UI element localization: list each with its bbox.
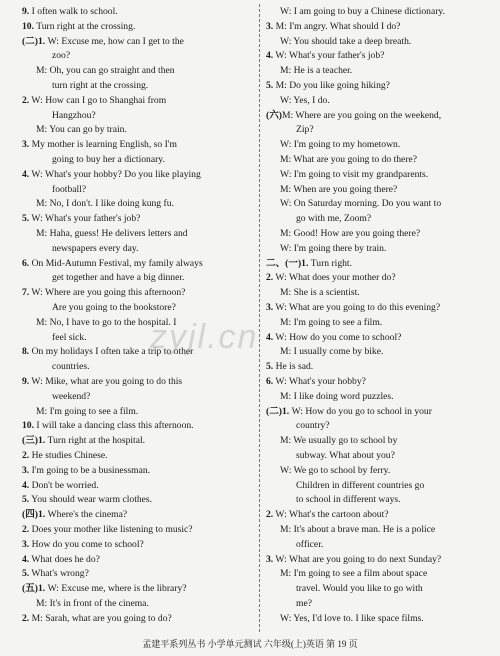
left-line: M: Haha, guess! He delivers letters and xyxy=(36,228,188,239)
right-line: 4. W: How do you come to school? xyxy=(266,331,402,343)
left-line: 4. What does he do? xyxy=(22,553,100,565)
left-line: 9. W: Mike, what are you going to do this xyxy=(22,376,183,387)
right-line: M: What are you going to do there? xyxy=(280,154,418,165)
right-line: me? xyxy=(296,598,312,609)
left-line: zoo? xyxy=(52,50,71,62)
right-line: 6. W: What's your hobby? xyxy=(266,376,366,387)
right-line: M: It's about a brave man. He is a police xyxy=(280,524,436,535)
left-line: weekend? xyxy=(52,390,91,402)
left-line: M: No, I have to go to the hospital. I xyxy=(36,316,177,328)
left-line: 5. W: What's your father's job? xyxy=(22,213,141,225)
left-line: football? xyxy=(52,183,87,195)
left-line: going to buy her a dictionary. xyxy=(52,154,165,165)
right-line: 2. W: What's the cartoon about? xyxy=(266,509,389,521)
left-line: 3. My mother is learning English, so I'm xyxy=(22,139,177,151)
right-line: W: Yes, I do. xyxy=(280,94,330,106)
right-line: W: I'm going to my hometown. xyxy=(280,139,401,151)
right-line: go with me, Zoom? xyxy=(296,213,372,225)
right-line: W: I am going to buy a Chinese dictionary. xyxy=(280,6,446,17)
left-line: 2. He studies Chinese. xyxy=(22,450,108,461)
right-line: M: When are you going there? xyxy=(280,183,398,195)
right-line: W: I'm going to visit my grandparents. xyxy=(280,168,429,180)
left-line: M: I'm going to see a film. xyxy=(36,405,139,417)
page-footer: 孟建平系列丛书 小学单元测试 六年级(上)英语 第 19 页 xyxy=(142,639,358,649)
right-line: 5. M: Do you like going hiking? xyxy=(266,80,390,91)
right-line: M: She is a scientist. xyxy=(280,287,360,299)
right-line: 5. He is sad. xyxy=(266,361,314,373)
right-line: M: I usually come by bike. xyxy=(280,346,384,358)
right-line: (二)1. W: How do you go to school in your xyxy=(266,405,432,417)
left-line: (五)1. W: Excuse me, where is the library? xyxy=(22,583,187,595)
right-line: M: I'm going to see a film about space xyxy=(280,568,428,580)
right-line: travel. Would you like to go with xyxy=(296,583,423,595)
left-line: get together and have a big dinner. xyxy=(52,272,185,284)
left-line: turn right at the crossing. xyxy=(52,80,149,91)
left-line: Hangzhou? xyxy=(52,109,96,121)
left-line: 8. On my holidays I often take a trip to other xyxy=(22,346,194,358)
right-line: officer. xyxy=(296,538,324,550)
left-line: 6. On Mid-Autumn Festival, my family always xyxy=(22,257,203,269)
right-line: M: I'm going to see a film. xyxy=(280,316,383,328)
left-line: (四)1. Where's the cinema? xyxy=(22,509,128,521)
right-line: 3. W: What are you going to do next Sunday? xyxy=(266,553,442,565)
left-line: 2. Does your mother like listening to music? xyxy=(22,524,193,535)
right-line: to school in different ways. xyxy=(296,494,401,506)
right-line: W: I'm going there by train. xyxy=(280,242,387,254)
right-line: 3. M: I'm angry. What should I do? xyxy=(266,20,401,32)
left-line: feel sick. xyxy=(52,331,87,343)
right-line: 3. W: What are you going to do this evening? xyxy=(266,302,441,313)
right-line: W: On Saturday morning. Do you want to xyxy=(280,198,442,210)
left-line: (二)1. W: Excuse me, how can I get to the xyxy=(22,35,184,47)
left-line: M: Oh, you can go straight and then xyxy=(36,65,175,77)
left-line: M: You can go by train. xyxy=(36,124,127,136)
right-line: 二、(一)1. Turn right. xyxy=(266,257,353,269)
left-line: 2. M: Sarah, what are you going to do? xyxy=(22,612,172,624)
right-line: W: Yes, I'd love to. I like space films. xyxy=(280,612,424,624)
left-line: 9. I often walk to school. xyxy=(22,6,118,17)
column-divider xyxy=(259,4,260,632)
left-line: 4. W: What's your hobby? Do you like playing xyxy=(22,168,201,180)
left-line: 5. What's wrong? xyxy=(22,568,89,580)
left-line: countries. xyxy=(52,361,90,373)
right-line: W: You should take a deep breath. xyxy=(280,35,412,47)
right-line: country? xyxy=(296,420,330,432)
left-line: 2. W: How can I go to Shanghai from xyxy=(22,94,167,106)
right-line: 4. W: What's your father's job? xyxy=(266,50,385,62)
left-line: Are you going to the bookstore? xyxy=(52,302,176,313)
left-line: 7. W: Where are you going this afternoon? xyxy=(22,287,186,299)
left-line: (三)1. Turn right at the hospital. xyxy=(22,435,146,447)
left-line: 10. I will take a dancing class this afternoon. xyxy=(22,420,194,432)
right-line: M: Good! How are you going there? xyxy=(280,228,421,239)
left-line: M: It's in front of the cinema. xyxy=(36,598,149,609)
right-line: Children in different countries go xyxy=(296,479,425,491)
left-line: M: No, I don't. I like doing kung fu. xyxy=(36,198,174,210)
right-line: M: We usually go to school by xyxy=(280,435,398,447)
right-line: (六)M: Where are you going on the weekend, xyxy=(266,109,442,121)
right-line: Zip? xyxy=(296,124,314,136)
left-line: 3. How do you come to school? xyxy=(22,538,144,550)
left-line: 4. Don't be worried. xyxy=(22,479,99,491)
left-line: newspapers every day. xyxy=(52,242,139,254)
right-line: 2. W: What does your mother do? xyxy=(266,272,396,284)
watermark: zyjl.cn xyxy=(150,318,259,356)
right-line: M: I like doing word puzzles. xyxy=(280,390,394,402)
left-line: 10. Turn right at the crossing. xyxy=(22,20,136,32)
right-line: W: We go to school by ferry. xyxy=(280,464,391,476)
left-line: 3. I'm going to be a businessman. xyxy=(22,464,151,476)
right-line: M: He is a teacher. xyxy=(280,65,353,77)
left-line: 5. You should wear warm clothes. xyxy=(22,494,153,506)
right-line: subway. What about you? xyxy=(296,450,395,461)
